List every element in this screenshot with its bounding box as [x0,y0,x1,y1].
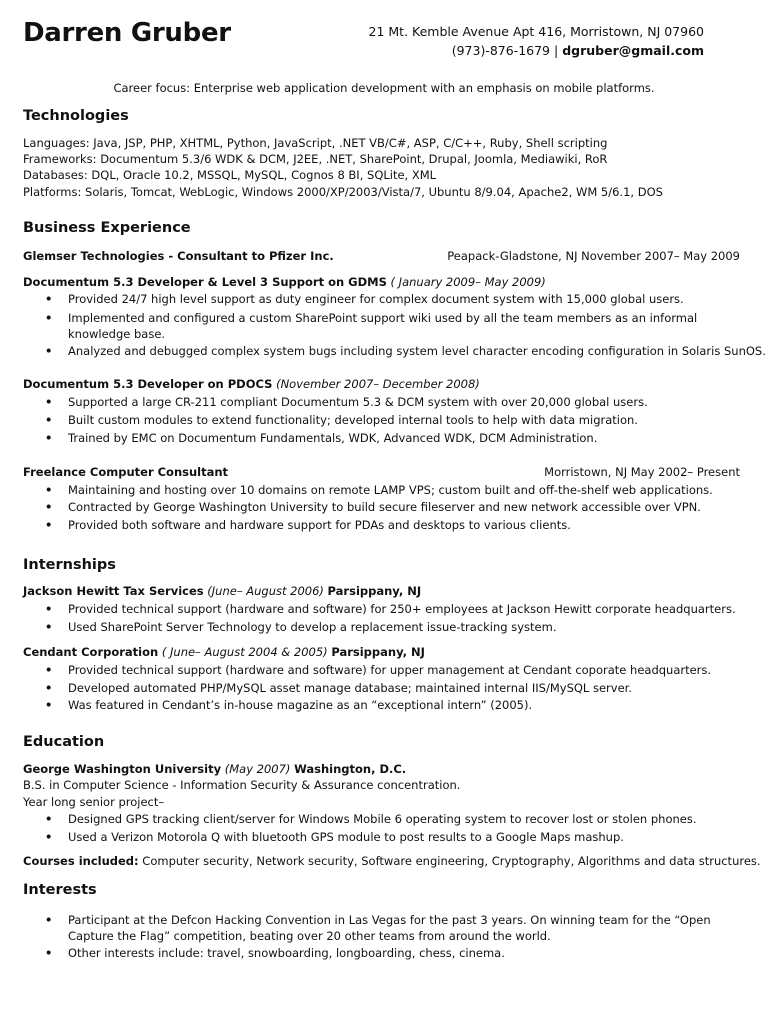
degree: B.S. in Computer Science - Information Security & Assurance concentration. [23,778,461,792]
bullet-text: Developed automated PHP/MySQL asset manage database; maintained internal IIS/MySQL server. [68,681,632,695]
bullet-text: Used SharePoint Server Technology to develop a replacement issue-tracking system. [68,620,557,634]
role-dates: (November 2007– December 2008) [276,377,480,391]
bullet-item [45,830,624,844]
bullet-glyph: • [45,500,53,514]
bullet-text: Provided 24/7 high level support as duty engineer for complex document system with 15,000 global users. [68,292,684,306]
bullet-text: Provided technical support (hardware and software) for upper management at Cendant coporate headquarters. [68,663,712,677]
job-location-dates: Peapack-Gladstone, NJ November 2007– May 2009 [447,249,740,263]
bullet-item [45,310,748,342]
role-title: Documentum 5.3 Developer on PDOCS [23,377,273,391]
bullet-item [45,912,748,944]
bullet-item [45,431,598,445]
internship-heading [23,645,425,659]
job-title: Glemser Technologies - Consultant to Pfizer Inc. [23,249,334,263]
bullet-text: Participant at the Defcon Hacking Convention in Las Vegas for the past 3 years. On winning team for the “Open Capture the Flag” competition, beating over 20 other teams from around the world. [68,913,711,943]
bullet-text: Designed GPS tracking client/server for Windows Mobile 6 operating system to recover lost or stolen phones. [68,812,697,826]
courses-label: Courses included: [23,854,139,868]
internships-heading: Internships [23,557,116,573]
bullet-text: Built custom modules to extend functionality; developed internal tools to help with data migration. [68,413,638,427]
role-title: Documentum 5.3 Developer & Level 3 Support on GDMS [23,275,387,289]
tech-value: Solaris, Tomcat, WebLogic, Windows 2000/XP/2003/Vista/7, Ubuntu 8/9.04, Apache2, WM 5/6.1, DOS [85,185,663,199]
bullet-text: Supported a large CR-211 compliant Documentum 5.3 & DCM system with over 20,000 global users. [68,395,648,409]
school-location: Washington, D.C. [294,762,407,776]
tech-label: Languages: [23,136,90,150]
tech-value: DQL, Oracle 10.2, MSSQL, MySQL, Cognos 8 BI, SQLite, XML [91,168,437,182]
internship-heading [23,584,421,598]
tech-label: Databases: [23,168,88,182]
location: Parsippany, NJ [331,645,425,659]
location: Parsippany, NJ [327,584,422,598]
bullet-glyph: • [45,946,53,960]
bullet-glyph: • [45,292,53,306]
technologies-heading: Technologies [23,108,129,124]
role-dates: ( January 2009– May 2009) [390,275,546,289]
bullet-text: Implemented and configured a custom SharePoint support wiki used by all the team members as an informal knowledge base. [68,311,698,341]
courses-list: Computer security, Network security, Software engineering, Cryptography, Algorithms and data structures. [142,854,761,868]
bullet-glyph: • [45,913,53,927]
bullet-text: Analyzed and debugged complex system bugs including system level character encoding configuration in Solaris SunOS. [68,344,766,358]
tech-label: Frameworks: [23,152,97,166]
bullet-item [45,292,684,306]
bullet-glyph: • [45,602,53,616]
tech-label: Platforms: [23,185,82,199]
bullet-text: Used a Verizon Motorola Q with bluetooth GPS module to post results to a Google Maps mashup. [68,830,624,844]
email: dgruber@gmail.com [562,43,704,58]
phone: (973)-876-1679 [451,43,551,58]
school: George Washington University [23,762,222,776]
interests-heading: Interests [23,882,97,898]
separator: | [554,43,559,58]
bullet-glyph: • [45,681,53,695]
bullet-item [45,946,505,960]
bullet-text: Trained by EMC on Documentum Fundamentals, WDK, Advanced WDK, DCM Administration. [68,431,598,445]
bullet-item [45,602,736,616]
bullet-text: Other interests include: travel, snowboarding, longboarding, chess, cinema. [68,946,505,960]
bullet-item [45,344,766,358]
dates: (June– August 2006) [207,584,324,598]
bullet-glyph: • [45,344,53,358]
senior-project: Year long senior project– [23,795,165,809]
tech-value: Documentum 5.3/6 WDK & DCM, J2EE, .NET, SharePoint, Drupal, Joomla, Mediawiki, RoR [100,152,608,166]
graduation-date: (May 2007) [224,762,291,776]
job-location-dates: Morristown, NJ May 2002– Present [544,465,740,479]
career-focus [0,81,768,95]
company: Cendant Corporation [23,645,159,659]
bullet-item [45,698,533,712]
bullet-glyph: • [45,830,53,844]
bullet-item [45,500,701,514]
address: 21 Mt. Kemble Avenue Apt 416, Morristown, NJ 07960 [368,24,704,39]
bullet-glyph: • [45,663,53,677]
bullet-glyph: • [45,812,53,826]
dates: ( June– August 2004 & 2005) [161,645,328,659]
tech-languages [23,136,607,150]
tech-platforms [23,185,663,199]
tech-frameworks [23,152,607,166]
job-title: Freelance Computer Consultant [23,465,229,479]
bullet-text: Provided both software and hardware support for PDAs and desktops to various clients. [68,518,571,532]
career-focus-text: Enterprise web application development with an emphasis on mobile platforms. [193,81,655,95]
bullet-item [45,483,713,497]
education-heading: Education [23,734,105,750]
bullet-glyph: • [45,431,53,445]
bullet-text: Was featured in Cendant’s in-house magazine as an “exceptional intern” (2005). [68,698,533,712]
bullet-item [45,812,697,826]
bullet-item [45,620,557,634]
role-heading [23,377,480,391]
bullet-text: Provided technical support (hardware and software) for 250+ employees at Jackson Hewitt corporate headquarters. [68,602,736,616]
tech-databases [23,168,436,182]
bullet-glyph: • [45,620,53,634]
courses-line [23,854,761,868]
bullet-glyph: • [45,518,53,532]
bullet-item [45,681,632,695]
bullet-glyph: • [45,483,53,497]
bullet-item [45,518,571,532]
tech-value: Java, JSP, PHP, XHTML, Python, JavaScript, .NET VB/C#, ASP, C/C++, Ruby, Shell scripting [93,136,608,150]
candidate-name: Darren Gruber [23,18,231,48]
business-heading: Business Experience [23,220,191,236]
bullet-text: Maintaining and hosting over 10 domains on remote LAMP VPS; custom built and off-the-shelf web applications. [68,483,713,497]
bullet-glyph: • [45,311,53,325]
career-focus-label: Career focus: [113,81,191,95]
bullet-text: Contracted by George Washington University to build secure fileserver and new network accessible over VPN. [68,500,701,514]
bullet-glyph: • [45,395,53,409]
bullet-glyph: • [45,413,53,427]
bullet-glyph: • [45,698,53,712]
company: Jackson Hewitt Tax Services [23,584,204,598]
school-line [23,762,406,776]
bullet-item [45,413,638,427]
bullet-item [45,663,712,677]
contact-line [452,43,704,58]
bullet-item [45,395,648,409]
role-heading [23,275,546,289]
